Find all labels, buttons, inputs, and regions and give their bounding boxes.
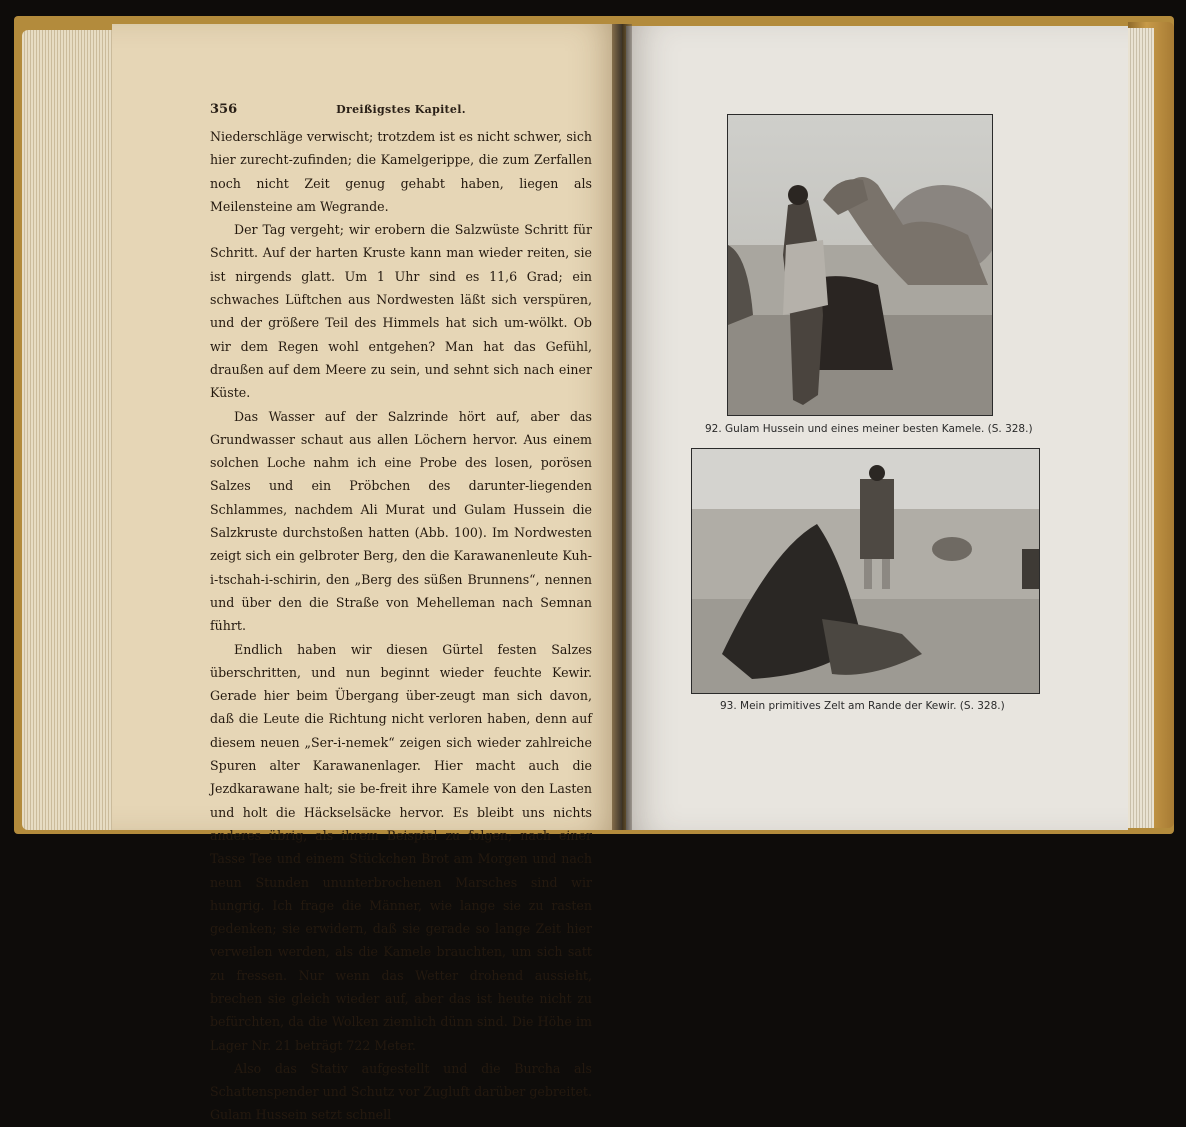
figure-93-photo <box>691 448 1040 694</box>
paragraph: Endlich haben wir diesen Gürtel festen Salzes überschritten, und nun beginnt wieder feuchte Kewir. Gerade hier beim Übergang über-zeugt man sich davon, daß die Leute die Richtung nicht verloren haben, denn auf diesem neuen „Ser-i-nemek“ zeigen sich wieder zahlreiche Spuren alter Karawanenlager. Hier macht auch die Jezdkarawane halt; sie be-freit ihre Kamele von den Lasten und holt die Häckselsäcke hervor. Es bleibt uns nichts anderes übrig, als ihrem Beispiel zu folgen; nach einer Tasse Tee und einem Stückchen Brot am Morgen und nach neun Stunden ununterbrochenen Marsches sind wir hungrig. Ich frage die Männer, wie lange sie zu rasten gedenken; sie erwidern, daß sie gerade so lange Zeit hier verweilen werden, als die Kamele brauchten, um sich satt zu fressen. Nur wenn das Wetter drohend aussieht, brechen sie gleich wieder auf, aber das ist heute nicht zu befürchten, da die Wolken ziemlich dünn sind. Die Höhe im Lager Nr. 21 beträgt 722 Meter. <box>210 641 592 1053</box>
paragraph: Also das Stativ aufgestellt und die Burcha als Schattenspender und Schutz vor Zugluft darüber gebreitet. Gulam Hussein setzt schnell <box>210 1060 592 1123</box>
book-gutter <box>612 24 632 830</box>
body-text <box>210 125 592 1127</box>
page-edges-right <box>1128 28 1154 828</box>
running-head: Dreißigstes Kapitel. <box>336 103 466 116</box>
figure-92-photo <box>727 114 993 416</box>
figure-93-caption: 93. Mein primitives Zelt am Rande der Kewir. (S. 328.) <box>720 700 1005 712</box>
page-edges-left <box>22 30 114 830</box>
page-header <box>210 102 592 120</box>
figure-92-caption: 92. Gulam Hussein und eines meiner besten Kamele. (S. 328.) <box>705 423 1033 435</box>
page-number: 356 <box>210 102 238 117</box>
paragraph: Der Tag vergeht; wir erobern die Salzwüste Schritt für Schritt. Auf der harten Kruste kann man wieder reiten, sie ist nirgends glatt. Um 1 Uhr sind es 11,6 Grad; ein schwaches Lüftchen aus Nordwesten läßt sich verspüren, und der größere Teil des Himmels hat sich um-wölkt. Ob wir dem Regen wohl entgehen? Man hat das Gefühl, draußen auf dem Meere zu sein, und sehnt sich nach einer Küste. <box>210 222 592 401</box>
paragraph: Niederschläge verwischt; trotzdem ist es nicht schwer, sich hier zurecht-zufinden; die Kamelgerippe, die zum Zerfallen noch nicht Zeit genug gehabt haben, liegen als Meilensteine am Wegrande. <box>210 129 592 214</box>
paragraph: Das Wasser auf der Salzrinde hört auf, aber das Grundwasser schaut aus allen Löchern hervor. Aus einem solchen Loche nahm ich eine Probe des losen, porösen Salzes und ein Pröbchen des darunter-liegenden Schlammes, nachdem Ali Murat und Gulam Hussein die Salzkruste durchstoßen hatten (Abb. 100). Im Nordwesten zeigt sich ein gelbroter Berg, den die Karawanenleute Kuh-i-tschah-i-schirin, den „Berg des süßen Brunnens“, nennen und über den die Straße von Mehelleman nach Semnan führt. <box>210 408 592 634</box>
